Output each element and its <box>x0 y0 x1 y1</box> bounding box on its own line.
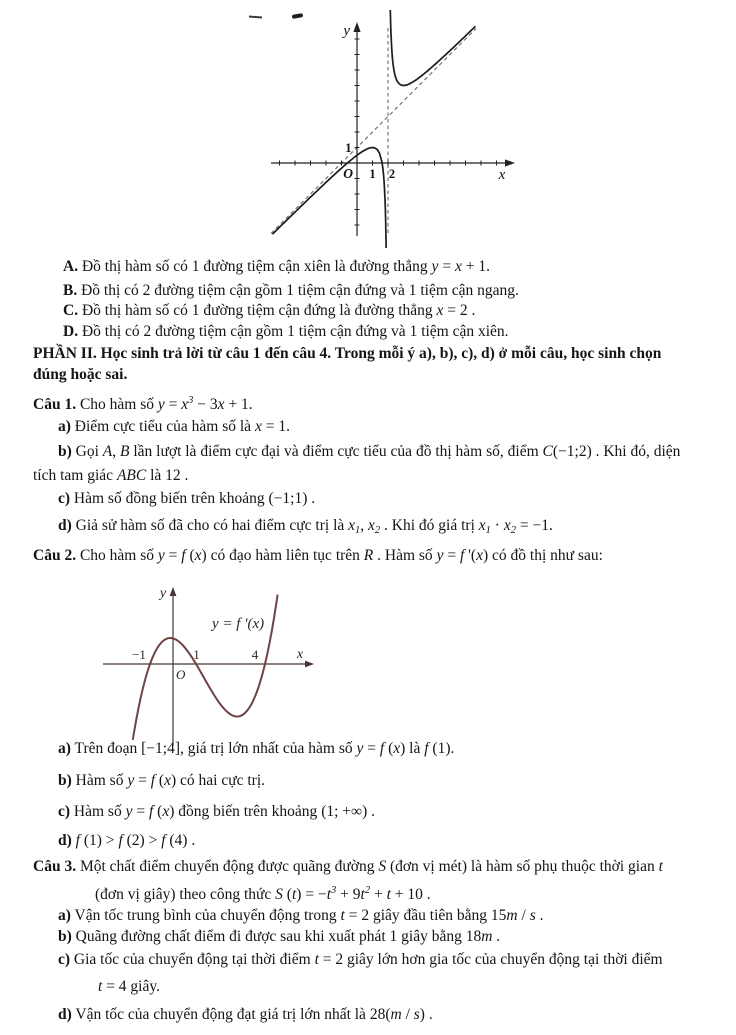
x-axis-label: x <box>296 647 304 662</box>
q2-a: a) Trên đoạn [−1;4], giá trị lớn nhất của hàm số y = f (x) là f (1). <box>58 740 455 757</box>
y-axis-label: y <box>343 23 350 39</box>
q3-d: d) Vận tốc của chuyển động đạt giá trị lớn nhất là 28(m / s) . <box>58 1006 433 1023</box>
q1-b-line2: tích tam giác ABC là 12 . <box>33 467 189 484</box>
y-tick-label-1: 1 <box>345 141 352 155</box>
origin-label: O <box>343 166 353 181</box>
figure-derivative-curve <box>95 583 330 753</box>
x-tick-label-4: 4 <box>251 647 259 662</box>
oblique-asymptote-line <box>271 29 476 234</box>
q3-b: b) Quãng đường chất điểm đi được sau khi xuất phát 1 giây bằng 18m . <box>58 928 501 945</box>
q2-d: d) f (1) > f (2) > f (4) . <box>58 832 196 849</box>
option-c: C. Đồ thị hàm số có 1 đường tiệm cận đứng là đường thẳng x = 2 . <box>63 302 476 319</box>
x-axis-arrow <box>305 661 314 668</box>
x-tick-label-1: 1 <box>369 167 376 181</box>
q1-c: c) Hàm số đồng biến trên khoảng (−1;1) . <box>58 490 316 507</box>
q2-b: b) Hàm số y = f (x) có hai cực trị. <box>58 772 266 789</box>
y-axis-label: y <box>159 586 167 601</box>
q3-c-line1: c) Gia tốc của chuyển động tại thời điểm t = 2 giây lớn hơn gia tốc của chuyển động tại thời điểm <box>58 951 663 968</box>
x-tick-label-2: 2 <box>388 167 396 181</box>
option-b: B. Đồ thị có 2 đường tiệm cận gồm 1 tiệm cận đứng và 1 tiệm cận ngang. <box>63 282 519 299</box>
q3-stem-line1: Câu 3. Một chất điểm chuyển động được quãng đường S (đơn vị mét) là hàm số phụ thuộc thời gian t <box>33 858 663 875</box>
q3-a: a) Vận tốc trung bình của chuyển động trong t = 2 giây đầu tiên bằng 15m / s . <box>58 907 544 924</box>
option-a: A. Đồ thị hàm số có 1 đường tiệm cận xiên là đường thẳng y = x + 1. <box>63 258 490 275</box>
part2-header-line1: PHẦN II. Học sinh trả lời từ câu 1 đến câu 4. Trong mỗi ý a), b), c), d) ở mỗi câu, học sinh chọn <box>33 345 662 362</box>
q1-d: d) Giả sử hàm số đã cho có hai điểm cực trị là x1, x2 . Khi đó giá trị x1 · x2 = −1. <box>58 517 553 536</box>
x-axis-arrow <box>505 159 515 166</box>
q1-a: a) Điểm cực tiểu của hàm số là x = 1. <box>58 418 290 435</box>
x-axis-label: x <box>498 167 506 183</box>
q2-stem: Câu 2. Cho hàm số y = f (x) có đạo hàm liên tục trên R . Hàm số y = f '(x) có đồ thị như sau: <box>33 547 603 564</box>
q1-stem: Câu 1. Cho hàm số $y = x^3 - 3x + 1$. <box>33 395 253 413</box>
option-d: D. Đồ thị có 2 đường tiệm cận gồm 1 tiệm cận đứng và 1 tiệm cận xiên. <box>63 323 509 340</box>
y-axis-arrow <box>170 587 177 596</box>
q3-stem-line2: (đơn vị giây) theo công thức S $(t) = -t^3 + 9t^2 + t + 10$ . <box>95 885 431 903</box>
y-axis-arrow <box>353 22 360 32</box>
x-tick-label-neg1: −1 <box>132 647 146 662</box>
origin-label: O <box>176 667 186 682</box>
part2-header-line2: đúng hoặc sai. <box>33 366 128 383</box>
q1-b-line1: b) Gọi A, B lần lượt là điểm cực đại và điểm cực tiểu của đồ thị hàm số, điểm C(−1;2) . Khi đó, diện <box>58 443 681 460</box>
curve-equation-label: y = f ′(x) <box>212 616 265 632</box>
curve-right-branch <box>389 10 475 86</box>
x-tick-label-1: 1 <box>193 647 200 662</box>
q2-c: c) Hàm số y = f (x) đồng biến trên khoảng (1; +∞) . <box>58 803 375 820</box>
q3-c-line2: t = 4 giây. <box>98 978 160 995</box>
figure-rational-curve <box>243 10 533 248</box>
